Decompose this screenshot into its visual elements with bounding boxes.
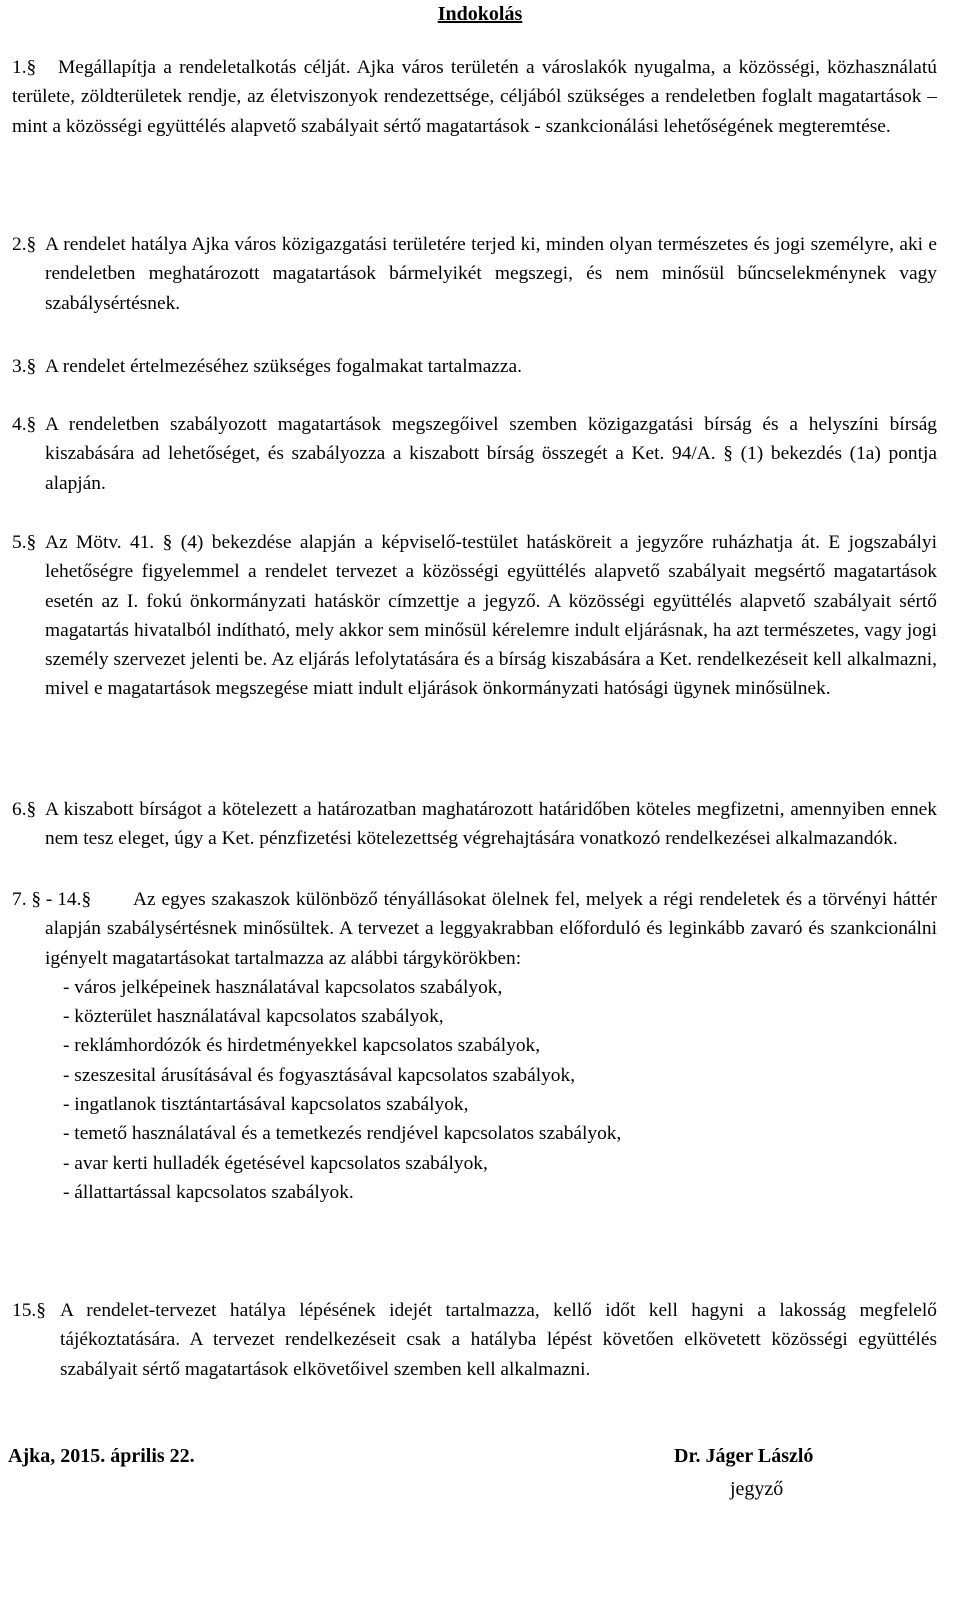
section-4 [12,410,937,498]
section-number: 3.§ [12,356,37,377]
signatory-name: Dr. Jáger László [674,1445,814,1467]
signatory-role: jegyző [730,1478,784,1500]
list-item: - ingatlanok tisztántartásával kapcsolatos szabályok, [63,1094,469,1116]
section-text: A rendelet értelmezéséhez szükséges fogalmakat tartalmazza. [45,356,522,377]
list-item: - avar kerti hulladék égetésével kapcsolatos szabályok, [63,1152,488,1174]
section-5 [12,528,937,704]
section-text: A rendeletben szabályozott magatartások megszegőivel szemben közigazgatási bírság és a helyszíni bírság kiszabására ad lehetőséget, és szabályozza a kiszabott bírság összegét a Ket. 94/A. § (1) bekezdés (1a) pontja alapján. [45,414,937,494]
section-7-14 [12,885,937,1207]
section-text: A kiszabott bírságot a kötelezett a határozatban maghatározott határidőben köteles megfizetni, amennyiben ennek nem tesz eleget, úgy a Ket. pénzfizetési kötelezettség végrehajtására vonatkozó rendelkezései alkalmazandók. [45,799,937,850]
section-3 [12,352,937,381]
list-item: - reklámhordózók és hirdetményekkel kapcsolatos szabályok, [63,1035,541,1057]
section-number: 7. § - 14.§ [12,889,92,910]
list-item: - állattartással kapcsolatos szabályok. [63,1181,354,1203]
section-text: A rendelet-tervezet hatálya lépésének idejét tartalmazza, kellő időt kell hagyni a lakosság megfelelő tájékoztatására. A tervezet rendelkezéseit csak a hatályba lépést követően elkövetett közösségi együttélés szabályait sértő magatartások elkövetőivel szemben kell alkalmazni. [60,1300,937,1380]
section-1 [12,53,937,141]
section-text: Az Mötv. 41. § (4) bekezdése alapján a képviselő-testület hatásköreit a jegyzőre ruházhatja át. E jogszabályi lehetőségre figyelemmel a rendelet tervezet a közösségi együttélés alapvető szabályait megsértő magatartások esetén az I. fokú önkormányzati hatáskör címzettje a jegyző. A közösségi együttélés alapvető szabályait sértő magatartás hivatalból indítható, mely akkor sem minősül kérelemre indult eljárásnak, ha azt természetes, vagy jogi személy szervezet jelenti be. Az eljárás lefolytatására és a bírság kiszabására a Ket. rendelkezéseit kell alkalmazni, mivel e magatartások megszegése miatt indult eljárások önkormányzati hatósági ügynek minősülnek. [45,532,937,700]
section-number: 1.§ [12,57,37,78]
section-number: 15.§ [12,1300,46,1321]
section-text: A rendelet hatálya Ajka város közigazgatási területére terjed ki, minden olyan természetes és jogi személyre, aki e rendeletben meghatározott magatartások bármelyikét megszegi, és nem minősül bűncselekménynek vagy szabálysértésnek. [45,234,937,314]
list-item: - szeszesital árusításával és fogyasztásával kapcsolatos szabályok, [63,1064,576,1086]
section-number: 2.§ [12,234,37,255]
list-item: - temető használatával és a temetkezés rendjével kapcsolatos szabályok, [63,1123,622,1145]
section-2 [12,230,937,318]
section-6 [12,795,937,854]
section-text: Megállapítja a rendeletalkotás célját. Ajka város területén a városlakók nyugalma, a közösségi, közhasználatú területe, zöldterületek rendje, az életviszonyok rendezettsége, céljából szükséges a rendeletben foglalt magatartások – mint a közösségi együttélés alapvető szabályait sértő magatartások - szankcionálási lehetőségének megteremtése. [12,57,937,137]
section-number: 6.§ [12,799,37,820]
list-item: - közterület használatával kapcsolatos szabályok, [63,1006,444,1028]
topic-list [45,973,937,1207]
place-and-date: Ajka, 2015. április 22. [8,1445,195,1467]
section-text: Az egyes szakaszok különböző tényállásokat ölelnek fel, melyek a régi rendeletek és a törvényi háttér alapján szabálysértésnek minősültek. A tervezet a leggyakrabban előforduló és leginkább zavaró és szankcionálni igényelt magatartásokat tartalmazza az alábbi tárgykörökben: [45,889,937,969]
section-number: 5.§ [12,532,37,553]
document-title: Indokolás [437,3,523,25]
list-item: - város jelképeinek használatával kapcsolatos szabályok, [63,976,503,998]
section-number: 4.§ [12,414,37,435]
section-15 [12,1296,937,1384]
